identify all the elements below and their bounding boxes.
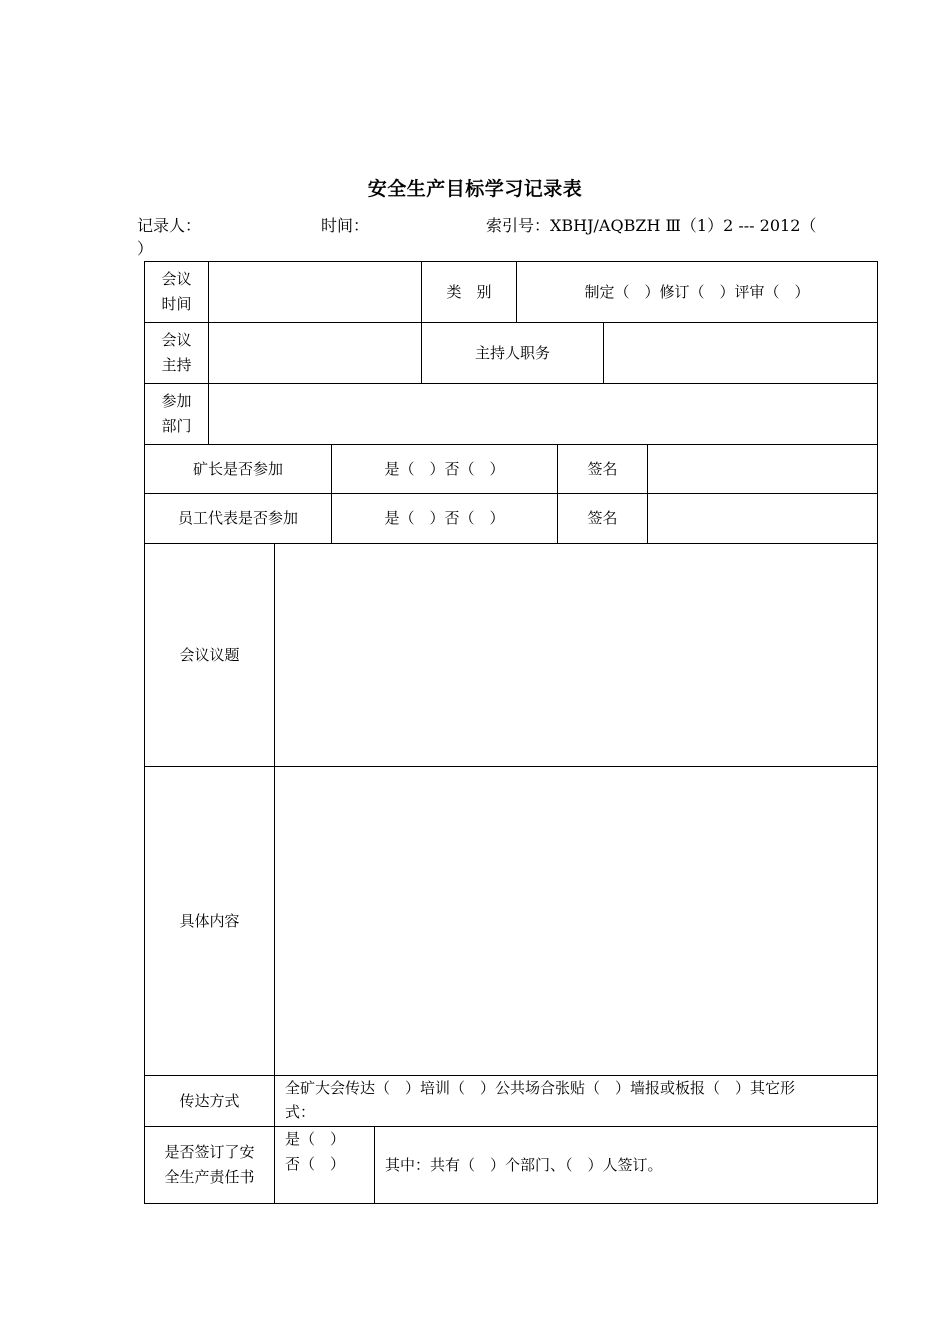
staff-sign-field[interactable] — [648, 494, 877, 543]
meeting-time-field[interactable] — [209, 262, 421, 322]
departments-label-line1: 参加 — [161, 392, 192, 410]
host-position-label: 主持人职务 — [474, 343, 550, 362]
meeting-host-label — [145, 323, 208, 383]
departments-label — [145, 384, 208, 444]
director-sign-label: 签名 — [587, 459, 618, 478]
category-options[interactable]: 制定（ ）修订（ ）评审（ ） — [584, 282, 810, 301]
responsibility-label-line2: 全生产责任书 — [164, 1168, 255, 1186]
host-position-field[interactable] — [604, 323, 877, 383]
delivery-method-label: 传达方式 — [179, 1091, 240, 1110]
document-title: 安全生产目标学习记录表 — [367, 178, 583, 200]
meeting-time-label-line2: 时间 — [161, 295, 192, 313]
index-number-tail: ） — [137, 239, 154, 258]
responsibility-label — [145, 1127, 274, 1203]
specific-content-label: 具体内容 — [179, 911, 240, 930]
category-label: 类 别 — [446, 282, 492, 301]
delivery-options-line2: 式： — [285, 1103, 316, 1121]
responsibility-label-line1: 是否签订了安 — [164, 1143, 255, 1161]
responsibility-detail[interactable]: 其中：共有（ ）个部门、（ ）人签订。 — [385, 1155, 663, 1174]
meeting-host-field[interactable] — [209, 323, 421, 383]
responsibility-yes-option[interactable]: 是（ ） — [285, 1130, 346, 1148]
meeting-topic-field[interactable] — [275, 544, 877, 766]
staff-sign-label: 签名 — [587, 509, 618, 527]
departments-label-line2: 部门 — [161, 417, 192, 435]
director-attend-options[interactable]: 是（ ）否（ ） — [384, 459, 505, 478]
director-sign-field[interactable] — [648, 445, 877, 493]
responsibility-no-option[interactable]: 否（ ） — [285, 1155, 346, 1173]
specific-content-field[interactable] — [275, 767, 877, 1075]
meeting-time-label-line1: 会议 — [161, 270, 192, 288]
meeting-host-label-line1: 会议 — [161, 331, 192, 349]
meeting-time-label — [145, 262, 208, 322]
staff-attend-options[interactable]: 是（ ）否（ ） — [384, 509, 505, 527]
staff-attend-label: 员工代表是否参加 — [177, 509, 298, 527]
time-label: 时间： — [321, 216, 370, 235]
delivery-method-options[interactable] — [275, 1076, 877, 1126]
delivery-options-line1: 全矿大会传达（ ）培训（ ）公共场合张贴（ ）墙报或板报（ ）其它形 — [285, 1079, 796, 1097]
meeting-host-label-line2: 主持 — [161, 356, 192, 374]
responsibility-options[interactable] — [275, 1127, 374, 1203]
departments-field[interactable] — [209, 384, 877, 444]
recorder-label: 记录人： — [137, 216, 202, 235]
meeting-topic-label: 会议议题 — [179, 645, 240, 664]
index-number-label: 索引号：XBHJ/AQBZH Ⅲ（1）2 --- 2012（ — [486, 216, 817, 235]
director-attend-label: 矿长是否参加 — [192, 459, 283, 478]
